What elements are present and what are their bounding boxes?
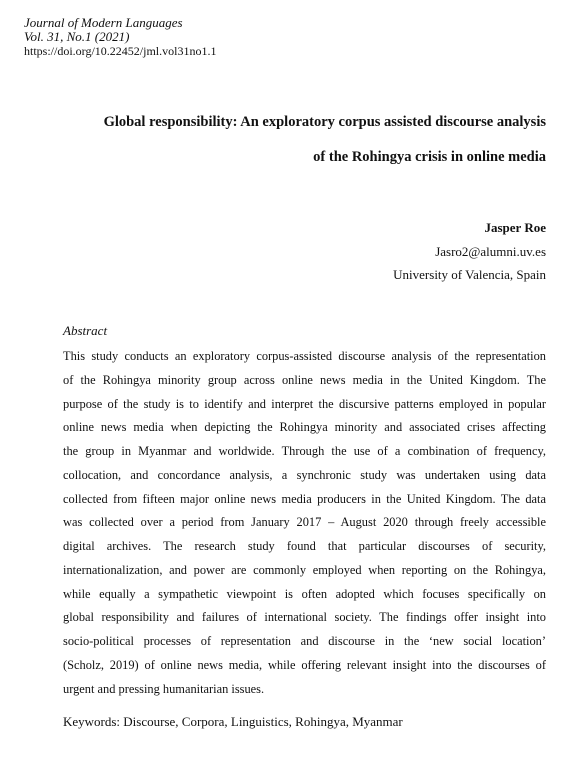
- abstract-line: collocation, and concordance analysis, a synchronic study was undertaken using data: [63, 467, 546, 482]
- paper-title-line-1: Global responsibility: An exploratory corpus assisted discourse analysis: [103, 114, 546, 130]
- abstract-line: This study conducts an exploratory corpus-assisted discourse analysis of the representation: [63, 349, 546, 363]
- journal-volume-issue: Vol. 31, No.1 (2021): [24, 29, 130, 44]
- doi-link[interactable]: https://doi.org/10.22452/jml.vol31no1.1: [24, 44, 217, 58]
- abstract-line: urgent and pressing humanitarian issues.: [63, 681, 265, 696]
- abstract-line: collected from fifteen major online news media producers in the United Kingdom. The data: [63, 491, 546, 506]
- abstract-line: (Scholz, 2019) of online news media, while offering relevant insight into the discourses of: [63, 657, 546, 672]
- author-affiliation: University of Valencia, Spain: [393, 267, 546, 282]
- abstract-line: online news media when depicting the Rohingya minority and associated crises affecting: [63, 420, 546, 435]
- abstract-line: while equally a sympathetic viewpoint is often adopted which focuses specifically on: [63, 586, 546, 601]
- abstract-line: was collected over a period from January 2017 – August 2020 through freely accessible: [63, 515, 546, 530]
- author-email[interactable]: Jasro2@alumni.uv.es: [435, 244, 546, 259]
- author-name: Jasper Roe: [484, 220, 546, 235]
- abstract-line: purpose of the study is to identify and interpret the discursive patterns employed in popular: [63, 396, 546, 411]
- abstract-line: the group in Myanmar and worldwide. Through the use of a combination of frequency,: [63, 444, 546, 458]
- abstract-line: of the Rohingya minority group across online news media in the United Kingdom. The: [63, 372, 546, 387]
- abstract-line: socio-political processes of representation and discourse in the ‘new social location’: [63, 634, 546, 648]
- abstract-heading: Abstract: [63, 323, 108, 338]
- abstract-line: internationalization, and power are commonly employed when reporting on the Rohingya,: [63, 562, 546, 577]
- abstract-line: digital archives. The research study found that particular discourses of security,: [63, 539, 546, 553]
- keywords-line: Keywords: Discourse, Corpora, Linguistics, Rohingya, Myanmar: [63, 714, 403, 729]
- abstract-body: [63, 345, 546, 701]
- abstract-line: global responsibility and failures of international society. The findings offer insight into: [63, 610, 546, 625]
- paper-title-line-2: of the Rohingya crisis in online media: [313, 149, 546, 165]
- journal-name: Journal of Modern Languages: [24, 15, 183, 30]
